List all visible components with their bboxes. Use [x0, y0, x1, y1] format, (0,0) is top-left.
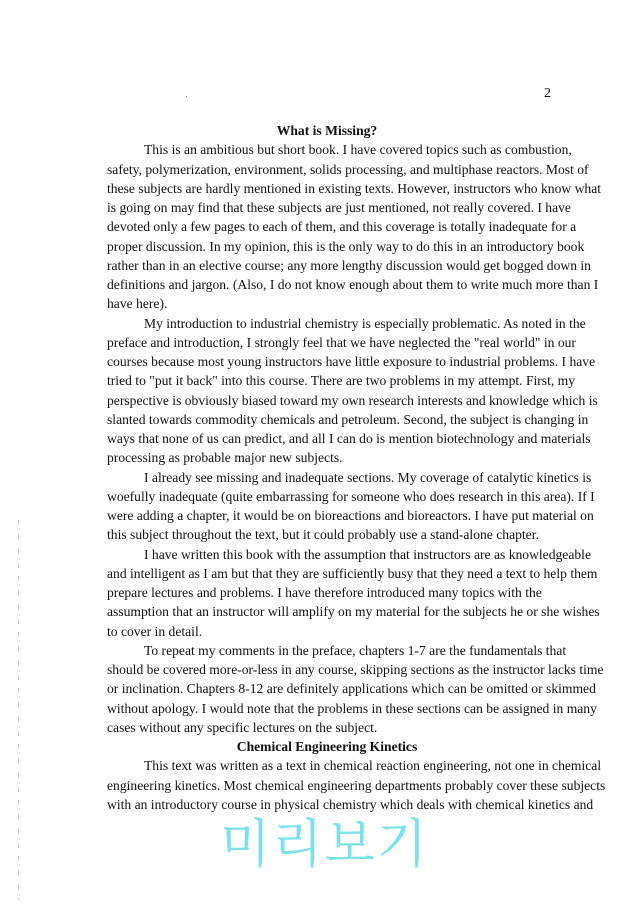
text-line: ways that none of us can predict, and all I can do is mention biotechnology and materials — [107, 431, 591, 446]
text-line: To repeat my comments in the preface, chapters 1-7 are the fundamentals that — [144, 642, 567, 658]
text-line: I already see missing and inadequate sections. My coverage of catalytic kinetics is — [144, 469, 592, 485]
text-line: My introduction to industrial chemistry is especially problematic. As noted in the — [144, 315, 586, 331]
text-line: This is an ambitious but short book. I have covered topics such as combustion, — [144, 142, 572, 158]
preview-watermark: 미리보기 — [220, 815, 429, 875]
text-line: this subject throughout the text, but it could probably use a stand-alone chapter. — [107, 527, 539, 543]
text-line: processing as probable major new subjects. — [107, 450, 343, 466]
text-line: or inclination. Chapters 8-12 are definitely applications which can be omitted or skimmed — [107, 681, 596, 697]
scan-margin-mark — [18, 520, 19, 900]
text-line: prepare lectures and problems. I have therefore introduced many topics with the — [107, 585, 542, 600]
document-body — [107, 121, 606, 814]
text-line: slanted towards commodity chemicals and petroleum. Second, the subject is changing in — [107, 411, 589, 427]
text-line: proper discussion. In my opinion, this is the only way to do this in an introductory book — [107, 238, 585, 254]
paragraph — [107, 314, 598, 468]
text-line: courses because most young instructors have little exposure to industrial problems. I have — [107, 354, 596, 369]
text-line: definitions and jargon. (Also, I do not know enough about them to write much more than I — [107, 277, 599, 292]
text-line: safety, polymerization, environment, solids processing, and multiphase reactors. Most of — [107, 161, 589, 177]
text-line: these subjects are hardly mentioned in existing texts. However, instructors who know what — [107, 180, 602, 196]
text-line: woefully inadequate (quite embarrassing for someone who does research in this area). If I — [107, 488, 595, 504]
text-line: should be covered more-or-less in any course, skipping sections as the instructor lacks time — [107, 662, 604, 677]
page-number: 2 — [544, 86, 551, 101]
text-line: is going on may find that these subjects are just mentioned, not really covered. I have — [107, 200, 571, 215]
text-line: devoted only a few pages to each of them, and this coverage is totally inadequate for a — [107, 219, 577, 235]
text-line: have here). — [107, 296, 168, 312]
text-line: assumption that an instructor will amplify on my material for the subjects he or she wishes — [107, 604, 600, 620]
paragraph — [107, 756, 606, 814]
text-line: were adding a chapter, it would be on bioreactions and bioreactors. I have put material on — [107, 508, 594, 523]
paragraph — [107, 641, 604, 737]
text-line: engineering kinetics. Most chemical engineering departments probably cover these subjects — [107, 777, 606, 793]
text-line: cases without any specific lectures on the subject. — [107, 719, 378, 735]
section-heading: Chemical Engineering Kinetics — [236, 739, 418, 754]
paragraph — [107, 545, 600, 641]
text-line: I have written this book with the assumption that instructors are as knowledgeable — [144, 546, 591, 562]
text-line: perspective is obviously biased toward my own research interests and knowledge which is — [107, 392, 598, 408]
text-line: and intelligent as I am but that they are sufficiently busy that they need a text to help them — [107, 565, 598, 581]
text-line: without apology. I would note that the problems in these sections can be assigned in many — [107, 700, 597, 716]
text-line: to cover in detail. — [107, 623, 203, 639]
text-line: tried to "put it back" into this course. There are two problems in my attempt. First, my — [107, 373, 576, 389]
paragraph — [107, 468, 595, 545]
text-line: rather than in an elective course; any more lengthy discussion would get bogged down in — [107, 257, 591, 273]
text-line: preface and introduction, I strongly feel that we have neglected the "real world" in our — [107, 334, 576, 350]
scan-speck — [186, 96, 187, 97]
text-line: This text was written as a text in chemical reaction engineering, not one in chemical — [144, 758, 602, 774]
paragraph — [107, 140, 602, 313]
text-line: with an introductory course in physical chemistry which deals with chemical kinetics and — [107, 796, 594, 812]
section-heading: What is Missing? — [276, 123, 378, 138]
